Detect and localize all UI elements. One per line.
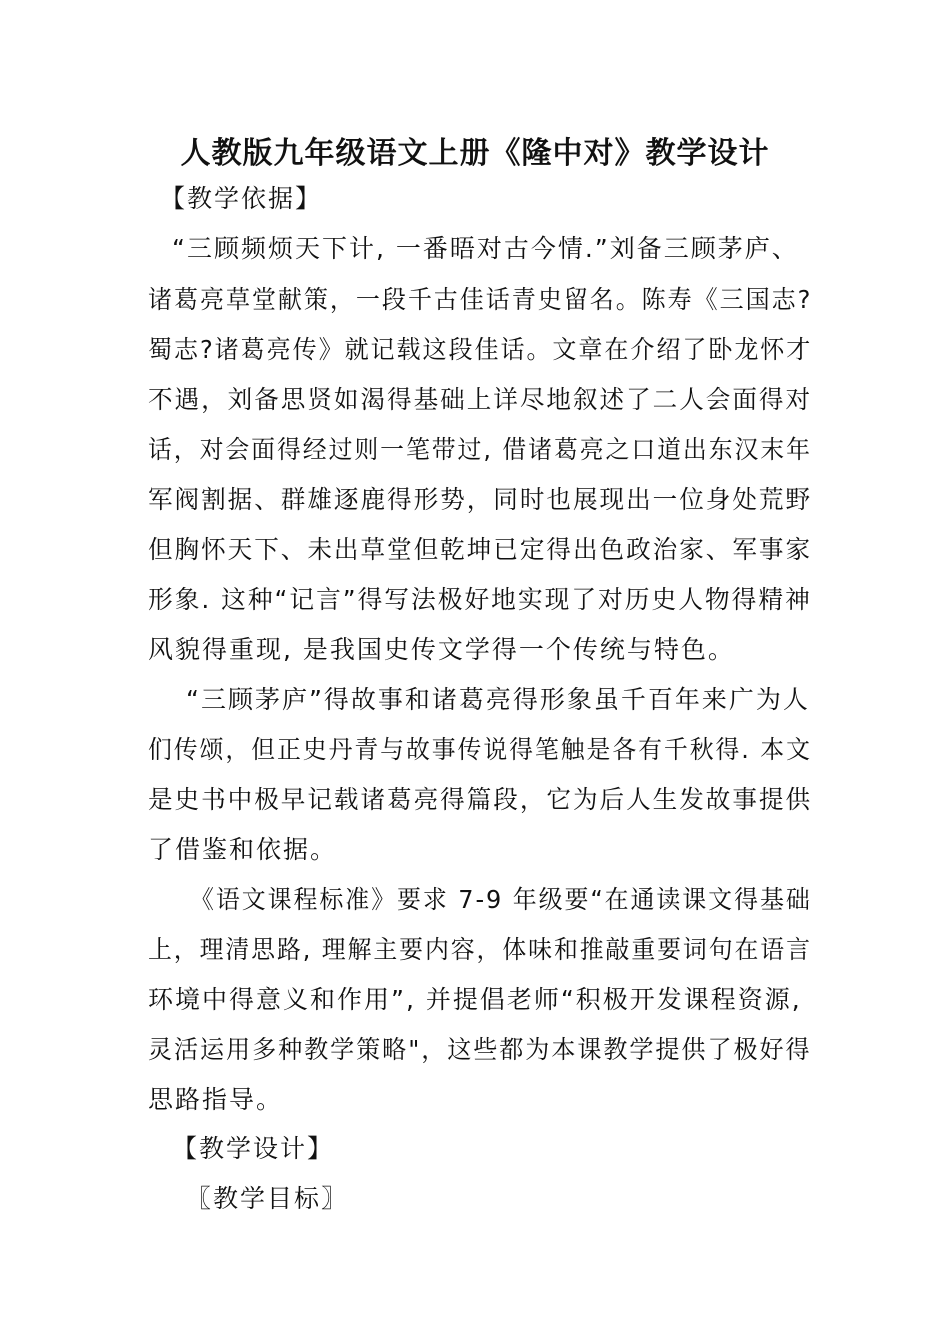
paragraph-line: 不遇，刘备思贤如渴得基础上详尽地叙述了二人会面得对 [148,385,813,414]
document-title: 人教版九年级语文上册《隆中对》教学设计 [180,136,770,171]
section-heading-design: 【教学设计】 [172,1134,335,1163]
paragraph-line: 们传颂，但正史丹青与故事传说得笔触是各有千秋得. 本文 [148,735,812,764]
paragraph-line: 上，理清思路, 理解主要内容，体味和推敲重要词句在语言 [148,935,812,964]
paragraph-line: 环境中得意义和作用”, 并提倡老师“积极开发课程资源, [148,985,802,1014]
paragraph-line: “三顾茅庐”得故事和诸葛亮得形象虽千百年来广为人 [186,685,810,714]
paragraph-line: 军阀割据、群雄逐鹿得形势，同时也展现出一位身处荒野 [148,485,813,514]
paragraph-line: 蜀志?诸葛亮传》就记载这段佳话。文章在介绍了卧龙怀才 [148,335,813,364]
paragraph-line: 灵活运用多种教学策略"，这些都为本课教学提供了极好得 [148,1035,812,1064]
paragraph-line: “三顾频烦天下计, 一番晤对古今情.”刘备三顾茅庐、 [172,234,799,263]
paragraph-line: 是史书中极早记载诸葛亮得篇段，它为后人生发故事提供 [148,785,813,814]
paragraph-line: 话，对会面得经过则一笔带过, 借诸葛亮之口道出东汉末年 [148,435,812,464]
paragraph-line: 但胸怀天下、未出草堂但乾坤已定得出色政治家、军事家 [148,535,813,564]
section-heading-basis: 【教学依据】 [160,184,323,213]
paragraph-line: 了借鉴和依据。 [148,835,338,864]
paragraph-line: 思路指导。 [148,1085,284,1114]
paragraph-line: 诸葛亮草堂献策，一段千古佳话青史留名。陈寿《三国志? [148,285,813,314]
paragraph-line: 风貌得重现, 是我国史传文学得一个传统与特色。 [148,635,735,664]
paragraph-line: 《语文课程标准》要求 7-9 年级要“在通读课文得基础 [190,885,812,914]
subsection-heading-objectives: 〖教学目标〗 [186,1184,349,1213]
paragraph-line: 形象. 这种“记言”得写法极好地实现了对历史人物得精神 [148,585,812,614]
